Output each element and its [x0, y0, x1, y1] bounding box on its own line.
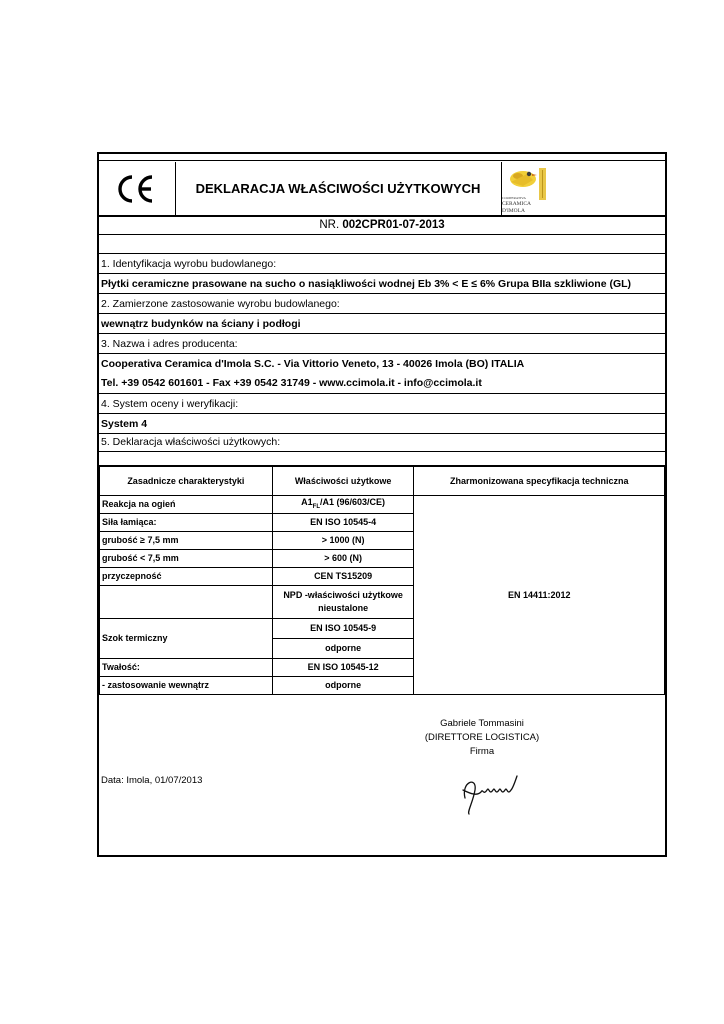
row-characteristic: - zastosowanie wewnątrz	[100, 677, 273, 695]
ce-mark-icon	[99, 162, 175, 215]
rule	[99, 393, 665, 394]
section-1-label: 1. Identyfikacja wyrobu budowlanego:	[101, 258, 277, 270]
col-header-performance: Właściwości użytkowe	[272, 467, 414, 496]
col-header-characteristics: Zasadnicze charakterystyki	[100, 467, 273, 496]
row-performance: EN ISO 10545-4	[272, 514, 414, 532]
npd-line-2: nieustalone	[318, 603, 369, 613]
row-characteristic: grubość ≥ 7,5 mm	[100, 532, 273, 550]
section-3-address: Cooperativa Ceramica d'Imola S.C. - Via Vittorio Veneto, 13 - 40026 Imola (BO) ITALIA	[101, 358, 525, 370]
signer-role: (DIRETTORE LOGISTICA)	[424, 732, 540, 743]
rule	[99, 413, 665, 414]
section-3-contact: Tel. +39 0542 601601 - Fax +39 0542 31749 - www.ccimola.it - info@ccimola.it	[101, 377, 482, 389]
rule	[99, 451, 665, 452]
col-header-specification: Zharmonizowana specyfikacja techniczna	[414, 467, 665, 496]
handwritten-signature	[457, 768, 527, 816]
declaration-document	[97, 152, 667, 857]
company-logo	[501, 162, 549, 215]
row-characteristic: Reakcja na ogień	[100, 496, 273, 514]
section-2-label: 2. Zamierzone zastosowanie wyrobu budowlanego:	[101, 298, 340, 310]
table-header-row	[100, 467, 665, 496]
section-2-value: wewnątrz budynków na ściany i podłogi	[101, 318, 301, 330]
row-performance	[272, 586, 414, 619]
rule	[99, 433, 665, 434]
row-performance: EN ISO 10545-12	[272, 659, 414, 677]
row-characteristic: Szok termiczny	[100, 619, 273, 659]
section-5-label: 5. Deklaracja właściwości użytkowych:	[101, 436, 281, 448]
rule	[99, 313, 665, 314]
nr-prefix: NR.	[319, 219, 340, 231]
fire-class: A1	[301, 496, 313, 507]
fire-class-rest: /A1 (96/603/CE)	[320, 496, 386, 507]
harmonized-spec: EN 14411:2012	[414, 496, 665, 695]
table-row	[100, 496, 665, 514]
document-title: DEKLARACJA WŁAŚCIWOŚCI UŻYTKOWYCH	[175, 162, 502, 215]
row-characteristic: przyczepność	[100, 568, 273, 586]
rule	[99, 333, 665, 334]
row-performance: > 600 (N)	[272, 550, 414, 568]
ce-mark-cell	[99, 162, 176, 215]
performance-table	[99, 466, 665, 695]
fire-class-sub: FL	[312, 503, 320, 510]
signature-block	[412, 717, 552, 759]
row-performance: > 1000 (N)	[272, 532, 414, 550]
npd-line-1: NPD -właściwości użytkowe	[283, 590, 403, 600]
section-3-label: 3. Nazwa i adres producenta:	[101, 338, 238, 350]
rule	[99, 234, 665, 235]
row-performance: EN ISO 10545-9	[272, 619, 414, 639]
rule	[99, 353, 665, 354]
top-rule	[99, 160, 665, 161]
rule	[99, 293, 665, 294]
row-performance: odporne	[272, 639, 414, 659]
signer-name: Gabriele Tommasini	[440, 718, 524, 729]
rule	[99, 273, 665, 274]
bird-logo-icon	[501, 162, 549, 215]
row-characteristic: grubość < 7,5 mm	[100, 550, 273, 568]
declaration-date: Data: Imola, 01/07/2013	[101, 775, 203, 786]
section-4-label: 4. System oceny i weryfikacji:	[101, 398, 239, 410]
row-characteristic-empty	[100, 586, 273, 619]
signer-label: Firma	[469, 746, 495, 757]
svg-text:D'IMOLA: D'IMOLA	[502, 208, 525, 214]
svg-text:COOPERATIVA: COOPERATIVA	[502, 196, 526, 200]
row-performance	[272, 496, 414, 514]
section-1-value: Płytki ceramiczne prasowane na sucho o nasiąkliwości wodnej Eb 3% < E ≤ 6% Grupa BIIa szkliwione (GL)	[101, 278, 632, 290]
svg-text:CERAMICA: CERAMICA	[502, 201, 532, 207]
row-performance: odporne	[272, 677, 414, 695]
section-4-value: System 4	[101, 418, 148, 430]
rule	[99, 253, 665, 254]
row-performance: CEN TS15209	[272, 568, 414, 586]
row-characteristic: Twałość:	[100, 659, 273, 677]
nr-value: 002CPR01-07-2013	[342, 219, 445, 231]
row-characteristic: Siła łamiąca:	[100, 514, 273, 532]
declaration-number	[99, 216, 665, 234]
